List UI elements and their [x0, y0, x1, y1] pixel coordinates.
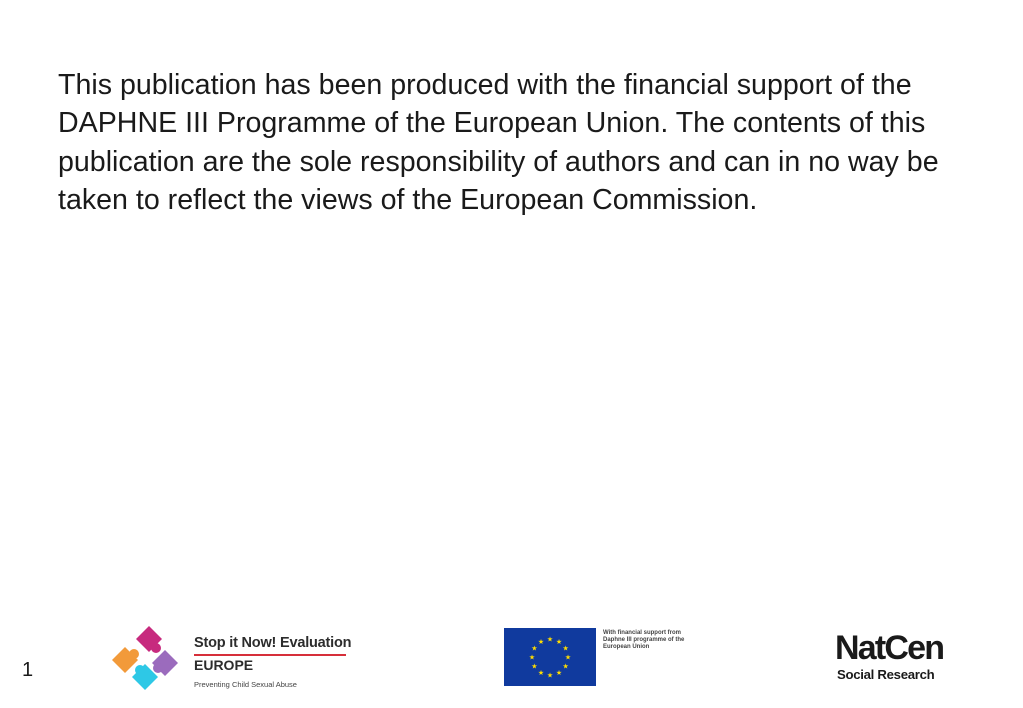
eu-star-icon: ★: [564, 653, 572, 662]
page-number: 1: [22, 659, 34, 681]
stop-it-now-subtitle: EUROPE: [194, 657, 254, 673]
puzzle-knob-purple: [153, 663, 163, 673]
eu-star-icon: ★: [531, 662, 538, 671]
stop-it-now-rule: [194, 654, 346, 656]
natcen-name: NatCen: [835, 629, 944, 667]
puzzle-mark-icon: [112, 626, 186, 690]
stop-it-now-title: Stop it Now! Evaluation: [194, 635, 352, 651]
puzzle-knob-orange: [129, 649, 139, 659]
eu-star-icon: ★: [546, 635, 554, 644]
natcen-subtitle: Social Research: [837, 667, 935, 682]
stop-it-now-logo: [112, 626, 352, 690]
eu-star-icon: ★: [562, 662, 569, 671]
stop-it-now-tagline: Preventing Child Sexual Abuse: [194, 680, 297, 689]
eu-star-icon: ★: [537, 637, 545, 646]
eu-star-icon: ★: [555, 637, 563, 646]
eu-star-icon: ★: [546, 671, 554, 680]
eu-flag-icon: [504, 628, 596, 686]
footer: [0, 620, 1023, 700]
natcen-logo: [835, 629, 965, 688]
puzzle-knob-magenta: [151, 643, 161, 653]
eu-funding-text: With financial support from Daphne III programme of the European Union: [603, 630, 685, 651]
eu-star-icon: ★: [537, 669, 545, 678]
eu-star-icon: ★: [528, 653, 536, 662]
eu-star-icon: ★: [562, 644, 569, 653]
puzzle-knob-cyan: [135, 665, 145, 675]
eu-funding-logo: [504, 628, 704, 688]
disclaimer-text: This publication has been produced with the financial support of the DAPHNE III Programme of the European Union. The contents of this publication are the sole responsibility of authors and can in no way be taken to reflect the views of the European Commission.: [58, 69, 939, 217]
eu-star-icon: ★: [555, 669, 563, 678]
eu-star-icon: ★: [531, 644, 538, 653]
